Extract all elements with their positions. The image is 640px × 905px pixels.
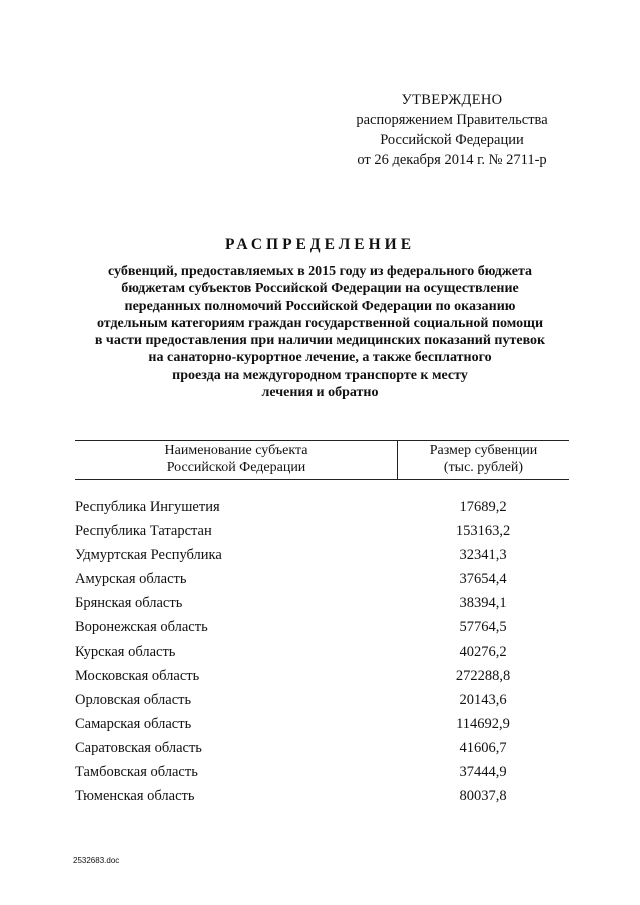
approval-line-1: распоряжением Правительства [356,112,548,128]
table-row [75,664,569,688]
column-header-subject [75,441,398,479]
subsidy-amount: 80037,8 [459,788,507,805]
table-row [75,784,569,808]
document-heading: РАСПРЕДЕЛЕНИЕ [224,236,416,253]
column-header-subject-line-2: Российской Федерации [166,459,306,475]
column-header-amount-line-2: (тыс. рублей) [443,459,524,475]
subtitle-line: лечения и обратно [261,385,379,401]
table-body [75,495,569,808]
table-row [75,519,569,543]
region-name: Воронежская область [75,619,208,636]
table-row [75,543,569,567]
document-subtitle [62,263,578,401]
column-header-amount-line-1: Размер субвенции [429,443,538,458]
table-row [75,760,569,784]
subtitle-line: в части предоставления при наличии медицинских показаний путевок [94,333,546,349]
region-name: Курская область [75,643,176,660]
subtitle-line: переданных полномочий Российской Федерации по оказанию [124,298,516,314]
region-name: Брянская область [75,595,183,612]
table-row [75,495,569,519]
subsidy-amount: 114692,9 [456,715,510,732]
subtitle-line: бюджетам субъектов Российской Федерации на осуществление [121,281,519,297]
table-row [75,688,569,712]
region-name: Орловская область [75,691,192,708]
table-header [75,440,569,480]
approval-line-3: от 26 декабря 2014 г. № 2711-р [357,152,547,168]
subsidy-amount: 17689,2 [459,499,507,515]
approval-title: УТВЕРЖДЕНО [401,92,503,108]
approval-line-2: Российской Федерации [380,132,524,148]
region-name: Республика Татарстан [75,523,212,540]
region-name: Самарская область [75,715,192,732]
subsidy-amount: 153163,2 [455,523,511,540]
subsidy-amount: 57764,5 [459,619,507,636]
table-row [75,712,569,736]
subsidy-amount: 20143,6 [459,691,507,708]
subsidy-amount: 38394,1 [459,595,507,612]
region-name: Московская область [75,667,200,684]
table-row [75,640,569,664]
region-name: Саратовская область [75,739,202,756]
subsidy-amount: 41606,7 [459,739,507,756]
region-name: Республика Ингушетия [75,499,220,515]
subsidy-amount: 272288,8 [455,667,511,684]
table-row [75,615,569,639]
column-header-subject-line-1: Наименование субъекта [164,443,308,458]
region-name: Амурская область [75,571,187,588]
table-row [75,591,569,615]
subsidy-amount: 37444,9 [459,764,507,781]
subtitle-line: проезда на междугородном транспорте к месту [172,367,468,383]
column-header-amount [398,441,569,479]
region-name: Тамбовская область [75,764,198,781]
table-row [75,736,569,760]
approval-block [320,90,584,170]
region-name: Тюменская область [75,788,195,805]
table-row [75,567,569,591]
subsidy-table [75,440,569,808]
region-name: Удмуртская Республика [75,547,222,564]
subsidy-amount: 32341,3 [459,547,507,564]
subtitle-line: субвенций, предоставляемых в 2015 году из федерального бюджета [108,264,532,279]
file-name-footer: 2532683.doc [73,856,120,865]
subsidy-amount: 40276,2 [459,643,507,660]
subtitle-line: отдельным категориям граждан государственной социальной помощи [96,315,544,331]
subsidy-amount: 37654,4 [459,571,507,588]
subtitle-line: на санаторно-курортное лечение, а также бесплатного [148,350,492,366]
